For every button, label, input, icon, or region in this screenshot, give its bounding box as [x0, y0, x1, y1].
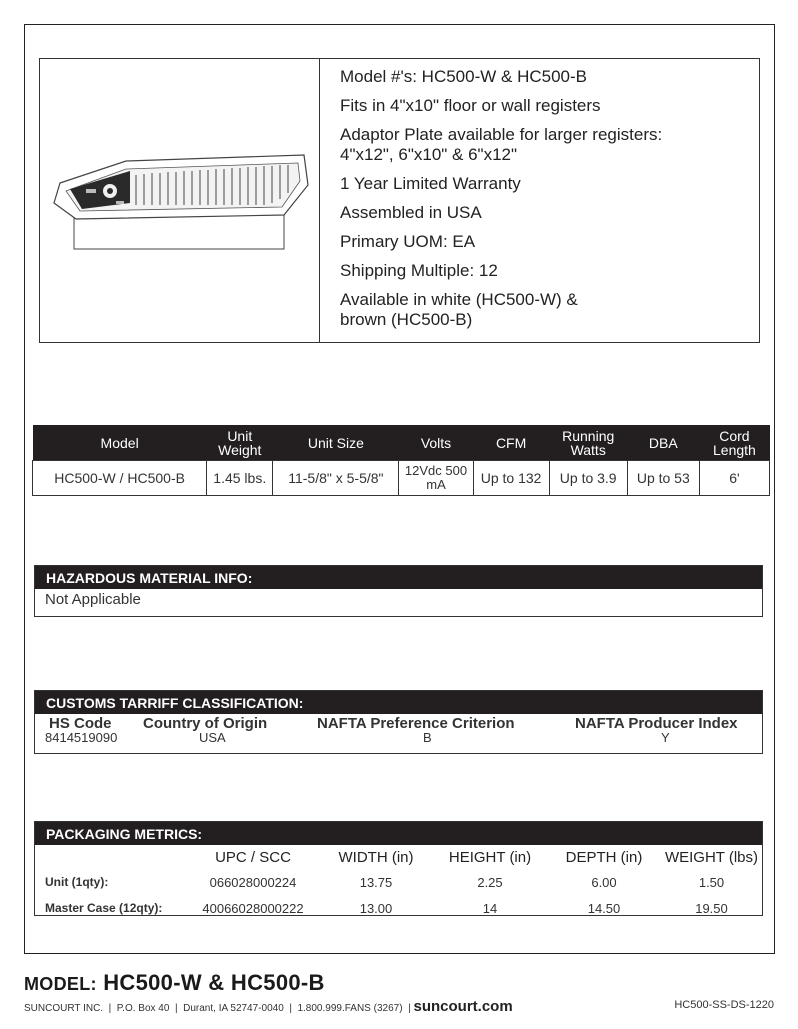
table-cell: 6.00 [591, 874, 617, 890]
col-header: Unit Size [273, 425, 399, 461]
nafta-index-value: Y [661, 730, 670, 745]
spec-table [32, 425, 770, 496]
col-header: Volts [399, 425, 473, 461]
hazard-title: HAZARDOUS MATERIAL INFO: [35, 566, 762, 589]
packaging-panel [34, 821, 763, 916]
spec-line: Available in white (HC500-W) & brown (HC500-B) [340, 290, 578, 329]
packaging-title: PACKAGING METRICS: [35, 822, 762, 845]
table-cell: HC500-W / HC500-B [33, 461, 207, 496]
spec-sheet [24, 24, 775, 954]
table-cell: 13.00 [359, 900, 393, 916]
model-value: HC500-W & HC500-B [103, 970, 325, 995]
col-header: CFM [473, 425, 549, 461]
hazard-panel [34, 565, 763, 617]
customs-panel [34, 690, 763, 754]
table-cell: 12Vdc 500 mA [399, 461, 473, 496]
table-cell: 066028000224 [209, 874, 297, 890]
row-label: Unit (1qty): [45, 875, 109, 889]
spec-line: 1 Year Limited Warranty [340, 174, 521, 193]
nafta-criterion-value: B [423, 730, 432, 745]
col-header: Unit Weight [207, 425, 273, 461]
hs-code-label: HS Code [49, 715, 112, 732]
col-header [35, 845, 187, 869]
company-info: SUNCOURT INC. | P.O. Box 40 | Durant, IA 52747-0040 | 1.800.999.FANS (3267) | [24, 1003, 411, 1014]
footer-model-title [24, 970, 325, 996]
spec-line: Model #'s: HC500-W & HC500-B [340, 67, 587, 86]
col-header: WIDTH (in) [338, 848, 414, 866]
website-link[interactable]: suncourt.com [413, 998, 513, 1015]
customs-values [35, 732, 762, 750]
table-cell: 2.25 [477, 874, 503, 890]
hs-code-value: 8414519090 [45, 730, 118, 745]
col-header: Model [33, 425, 207, 461]
nafta-criterion-label: NAFTA Preference Criterion [317, 715, 515, 732]
table-row [33, 461, 770, 496]
customs-labels [35, 714, 762, 732]
col-header: Cord Length [699, 425, 769, 461]
table-cell: 6' [699, 461, 769, 496]
register-booster-image [46, 145, 311, 255]
product-specs-list [320, 59, 662, 342]
table-cell: 13.75 [359, 874, 393, 890]
table-cell: 1.50 [698, 874, 725, 890]
model-label: MODEL: [24, 974, 97, 994]
packaging-table [35, 845, 762, 921]
spec-line: Shipping Multiple: 12 [340, 261, 498, 280]
document-code: HC500-SS-DS-1220 [674, 999, 774, 1011]
spec-line: Adaptor Plate available for larger registers: 4"x12", 6"x10" & 6"x12" [340, 125, 663, 164]
table-cell: 1.45 lbs. [207, 461, 273, 496]
table-cell: 14 [482, 900, 498, 916]
col-header: Running Watts [549, 425, 627, 461]
product-box [39, 58, 760, 343]
col-header: DEPTH (in) [565, 848, 643, 866]
table-row [35, 895, 762, 921]
spec-line: Primary UOM: EA [340, 232, 476, 251]
country-value: USA [199, 730, 226, 745]
hazard-value: Not Applicable [45, 591, 141, 608]
table-row [35, 869, 762, 895]
nafta-index-label: NAFTA Producer Index [575, 715, 738, 732]
table-cell: Up to 53 [627, 461, 699, 496]
customs-title: CUSTOMS TARRIFF CLASSIFICATION: [35, 691, 762, 714]
footer-company-line [24, 998, 513, 1015]
table-cell: 40066028000222 [202, 900, 304, 916]
table-cell: Up to 132 [473, 461, 549, 496]
table-cell: 19.50 [695, 900, 728, 916]
country-label: Country of Origin [143, 715, 268, 732]
table-cell: 14.50 [587, 900, 621, 916]
col-header: UPC / SCC [215, 848, 291, 866]
table-cell: 11-5/8" x 5-5/8" [273, 461, 399, 496]
spec-line: Fits in 4"x10" floor or wall registers [340, 96, 601, 115]
spec-line: Assembled in USA [340, 203, 482, 222]
row-label: Master Case (12qty): [45, 901, 163, 915]
table-cell: Up to 3.9 [549, 461, 627, 496]
col-header: DBA [627, 425, 699, 461]
packaging-header [35, 845, 762, 869]
spec-table-header [33, 425, 770, 461]
product-image-cell [40, 59, 320, 342]
col-header: WEIGHT (lbs) [664, 848, 759, 866]
col-header: HEIGHT (in) [448, 848, 532, 866]
